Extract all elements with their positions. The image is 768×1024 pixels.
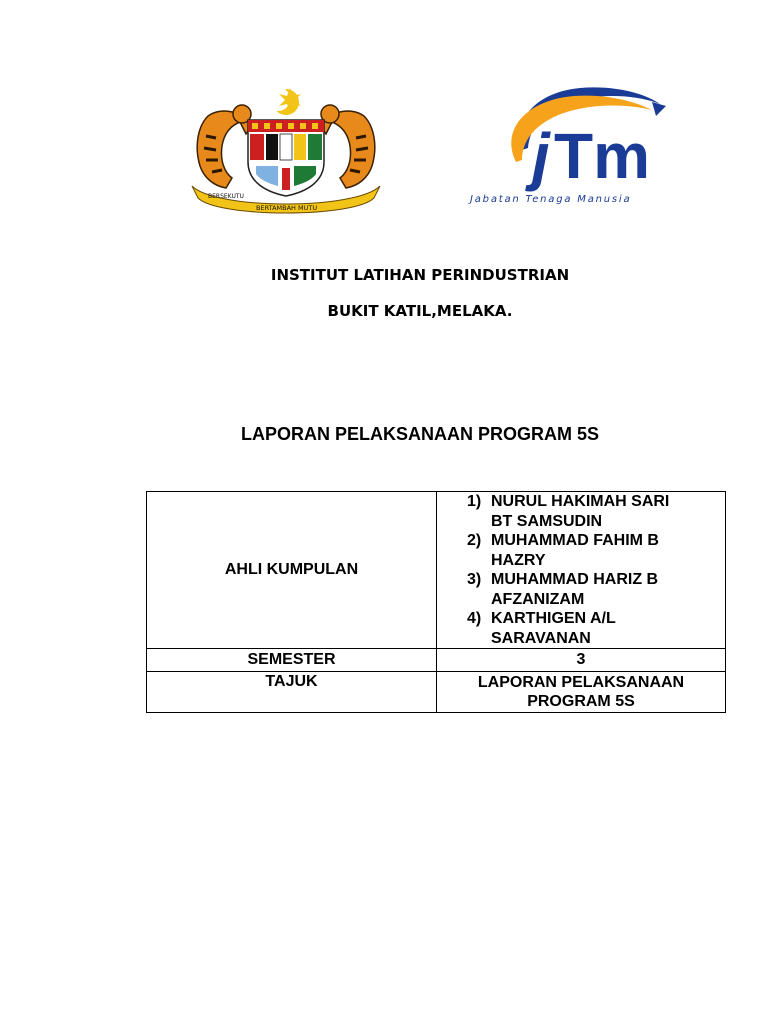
tajuk-cell (437, 672, 726, 713)
member-number: 1) (467, 493, 482, 510)
tajuk-value: LAPORAN PELAKSANAAN PROGRAM 5S (477, 674, 685, 710)
list-item (467, 492, 725, 531)
tajuk-label: TAJUK (147, 672, 437, 713)
semester-label: SEMESTER (147, 649, 437, 672)
member-number: 3) (467, 571, 482, 588)
member-name-line: NURUL HAKIMAH SARI (491, 493, 670, 510)
semester-value: 3 (437, 649, 726, 672)
list-item (467, 609, 725, 648)
table-row (147, 492, 726, 649)
institute-location: BUKIT KATIL,MELAKA. (327, 302, 513, 320)
member-name-line: MUHAMMAD FAHIM B (491, 532, 659, 549)
table-row (147, 672, 726, 713)
member-name-line: BT SAMSUDIN (491, 512, 603, 530)
member-number: 2) (467, 532, 482, 549)
member-name-line: HAZRY (491, 551, 546, 569)
members-label: AHLI KUMPULAN (147, 492, 437, 649)
list-item (467, 531, 725, 570)
institute-name: INSTITUT LATIHAN PERINDUSTRIAN (270, 266, 570, 284)
member-name-line: MUHAMMAD HARIZ B (491, 571, 659, 588)
member-name-line: KARTHIGEN A/L (491, 610, 616, 627)
report-info-table (146, 491, 726, 713)
member-list (437, 492, 725, 648)
member-number: 4) (467, 610, 482, 627)
svg-text:BERTAMBAH MUTU: BERTAMBAH MUTU (256, 204, 318, 212)
list-item (467, 570, 725, 609)
members-cell (437, 492, 726, 649)
svg-text:Tm: Tm (554, 120, 650, 192)
table-row (147, 649, 726, 672)
svg-text:Jabatan Tenaga Manusia: Jabatan Tenaga Manusia (470, 194, 632, 205)
report-title: LAPORAN PELAKSANAAN PROGRAM 5S (240, 424, 600, 444)
malaysia-coat-of-arms-logo (186, 86, 386, 218)
svg-text:j: j (532, 120, 550, 192)
member-name-line: SARAVANAN (491, 629, 591, 647)
jtm-logo (456, 80, 681, 210)
member-name-line: AFZANIZAM (491, 590, 585, 608)
svg-text:BERSEKUTU: BERSEKUTU (208, 193, 244, 200)
